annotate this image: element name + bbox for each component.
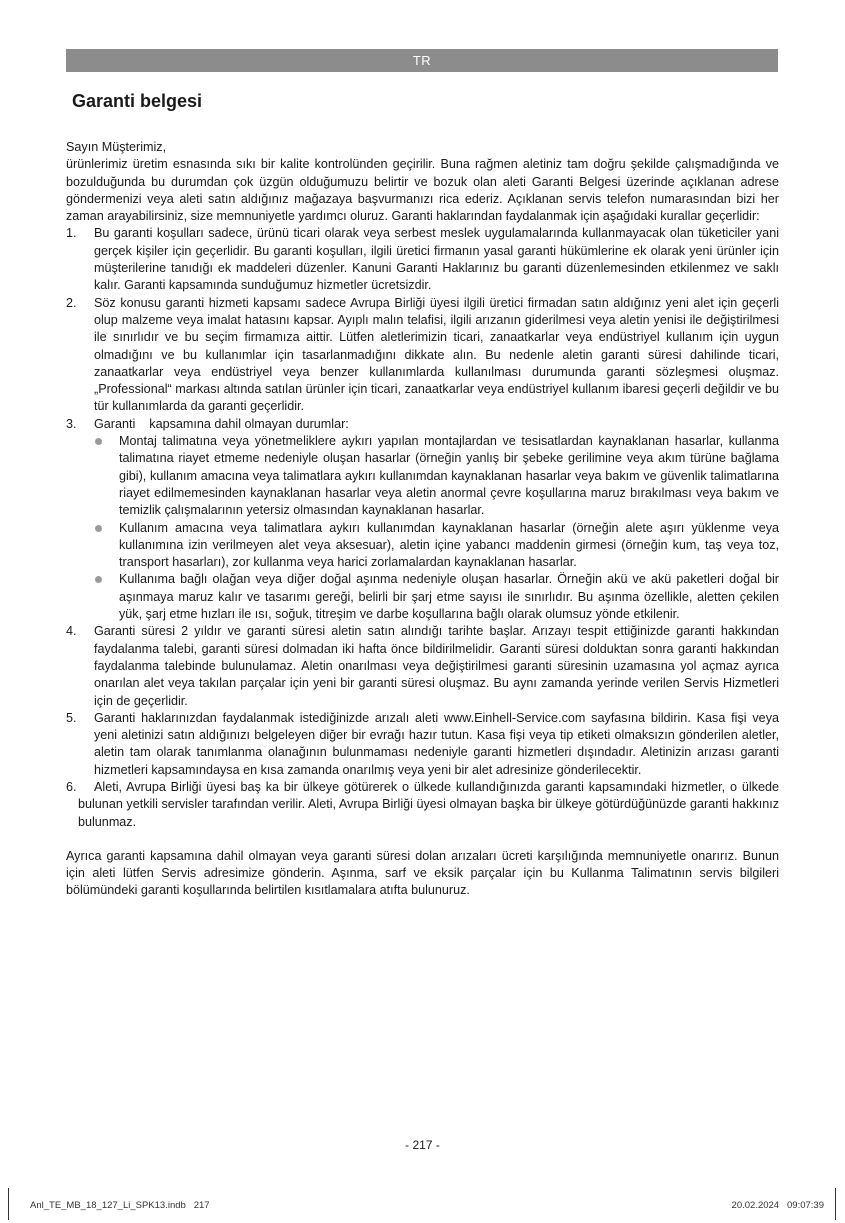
list-item [66,225,779,294]
closing-paragraph: Ayrıca garanti kapsamına dahil olmayan veya garanti süresi dolan arızaları ücreti karşılığında memnuniyetle onarırız. Bunun için aleti lütfen Servis adresimize gönderin. Aşınma, sarf ve eksik parçalar için bu Kullanma Talimatının servis bilgileri bölümündeki garanti koşullarında belirtilen kısıtlamalara atıfta bulunuruz. [66,848,779,898]
bullet-text: Montaj talimatına veya yönetmeliklere aykırı yapılan montajlardan ve tesisatlardan kaynaklanan hasarlar, kullanma talimatına riayet etmeme nedeniyle oluşan hasarlar (örneğin yanlış bir şebeke gerilimine veya akım türüne bağlama gibi), kullanım amacına veya talimatlara aykırı kullanımdan kaynaklanan hasarlar veya bakım ve güvenlik talimatlarına riayet edilmemesinden kaynaklanan hasarlar veya aletin anormal çevre koşullarına maruz bırakılması veya bakım ve temizlik çalışmalarının yetersiz olmasından kaynaklanan hasarlar. [119,434,779,518]
bullet-item [94,433,779,519]
item-text: Garanti haklarınızdan faydalanmak istediğinizde arızalı aleti www.Einhell-Service.com sayfasına bildirin. Kasa fişi veya yeni aletinizi satın aldığınızı belgeleyen diğer bir evrağı hazır tutun. Kasa fişi veya tip etiketi olmaksızın gönderilen aletler, aletin tam olarak tanımlanma olanağının bulunmaması nedeniyle garanti hizmetleri dışındadır. Aletinizin arızası garanti hizmetleri kapsamındaysa en kısa zamanda onarılmış veya yeni bir alet adresinize gönderilecektir. [94,710,779,777]
item-number: 5. [66,710,77,725]
page-number: - 217 - [405,1138,440,1152]
language-code: TR [412,53,432,68]
item-number: 3. [66,416,77,431]
salutation: Sayın Müşterimiz, [66,140,167,154]
crop-mark-right [835,1188,836,1220]
list-item [66,295,779,416]
page-title: Garanti belgesi [72,91,203,111]
print-file-info: Anl_TE_MB_18_127_Li_SPK13.indb 217 [30,1200,210,1211]
bullet-icon [95,438,102,445]
item-number: 6. [66,779,77,794]
bullet-icon [95,525,102,532]
item-text: Bu garanti koşulları sadece, ürünü ticari olarak veya serbest meslek uygulamalarında kullanmayacak olan tüketiciler yani gerçek kişiler için geçerlidir. Bu garanti koşulları, ilgili üretici firmanın yasal garanti hükümlerine ek olarak yeni ürünler için müşterilerine tanıdığı ek maddeleri düzenler. Kanuni Garanti Haklarınız bu garanti düzenlemesinden etkilenmez ve saklı kalır. Garanti kapsamında sunduğumuz hizmetler ücretsizdir. [94,226,779,293]
list-item [66,779,779,831]
list-item [66,416,779,624]
bullet-icon [95,576,102,583]
item-text: Söz konusu garanti hizmeti kapsamı sadece Avrupa Birliği üyesi ilgili üretici firmadan satın aldığınız yeni alet için geçerli olup malzeme veya imalat hatasını kapsar. Ayıplı malın telafisi, ilgili arızanın giderilmesi veya aletin yenisi ile değiştirilmesi ile sınırlıdır ve bu seçim firmamıza aittir. Lütfen aletlerimizin ticari, zanaatkarlar veya endüstriyel kullanım için uygun olmadığını ve bu kullanımlar için tasarlanmadığını dikkate alın. Bu nedenle aletin garanti süresi dahilinde ticari, zanaatkarlar veya endüstriyel veya benzer kullanımlarda kullanılması durumunda garanti sözleşmesi oluşmaz. „Professional“ markası altında satılan ürünler için ticari, zanaatkarlar veya endüstriyel kullanım ibaresi geçerli değildir ve bu tür kullanımlarda da garanti geçerlidir. [94,295,779,414]
bullet-item [94,571,779,623]
bullet-text: Kullanım amacına veya talimatlara aykırı kullanımdan kaynaklanan hasarlar (örneğin alete aşırı yüklenme veya kullanımına izin verilmeyen alet veya aksesuar), aletin içine yabancı maddenin girmesi (örneğin kum, taş veya toz, transport hasarları), zor kullanma veya harici zorlamalardan kaynaklanan hasarlar. [119,520,779,570]
item-text: Aleti, Avrupa Birliği üyesi baş ka bir ülkeye götürerek o ülkede kullandığınızda garanti kapsamındaki hizmetler, o ülkede bulunan yetkili servisler tarafından verilir. Aleti, Avrupa Birliği üyesi olmayan başka bir ülkeye götürdüğünüzde garanti hakkınız bulunmaz. [78,779,779,829]
item-number: 2. [66,295,77,310]
warranty-conditions-list [66,225,779,830]
bullet-item [94,520,779,572]
exclusions-list [94,433,779,623]
item-text: Garanti süresi 2 yıldır ve garanti süresi aletin satın alındığı tarihte başlar. Arızayı tespit ettiğinizde garanti hakkından faydalanma talebi, garanti süresi dolmadan iki hafta önce bildirilmelidir. Garanti süresi dolduktan sonra garanti hakkından faydalanma talebinde bulunulamaz. Aletin onarılması veya değiştirilmesi garanti süresinin uzamasına yol açmaz ayrıca onarılan alet veya takılan parçalar için yeni bir garanti süresi oluşmaz. Bu aynı zamanda yerinde verilen Servis Hizmetleri için de geçerlidir. [94,624,779,708]
crop-mark-left [8,1188,9,1220]
print-datetime: 20.02.2024 09:07:39 [731,1200,824,1211]
item-number: 4. [66,624,77,639]
list-item [66,623,779,709]
bullet-text: Kullanıma bağlı olağan veya diğer doğal aşınma nedeniyle oluşan hasarlar. Örneğin akü ve akü paketleri doğal bir aşınmaya maruz kalır ve tasarımı gereği, belirli bir şarj etme sayısı ile sınırlıdır. Bu aşınma özellikle, aletten çekilen yük, şarj etme hızları ile ısı, soğuk, titreşim ve darbe koşullarına bağlı olarak olumsuz yönde etkilenir. [119,572,779,622]
warranty-text [66,139,779,900]
list-item [66,710,779,779]
spacer [66,831,779,848]
item-text: Garanti kapsamına dahil olmayan durumlar: [94,416,349,431]
intro-paragraph: ürünlerimiz üretim esnasında sıkı bir kalite kontrolünden geçirilir. Buna rağmen aletiniz tam doğru şekilde çalışmadığında ve bozulduğunda bu durumdan çok üzgün olduğumuzu belirtir ve bozuk olan aleti Garanti Belgesi üzerinde açıklanan adrese göndermenizi veya aleti satın aldığınız mağazaya başvurmanızı rica ederiz. Açıklanan servis telefon numarasından bizi her zaman arayabilirsiniz, size memnuniyetle yardımcı oluruz. Garanti haklarından faydalanmak için aşağıdaki kurallar geçerlidir: [66,157,779,224]
item-number: 1. [66,226,77,241]
language-header-bar [66,49,778,72]
